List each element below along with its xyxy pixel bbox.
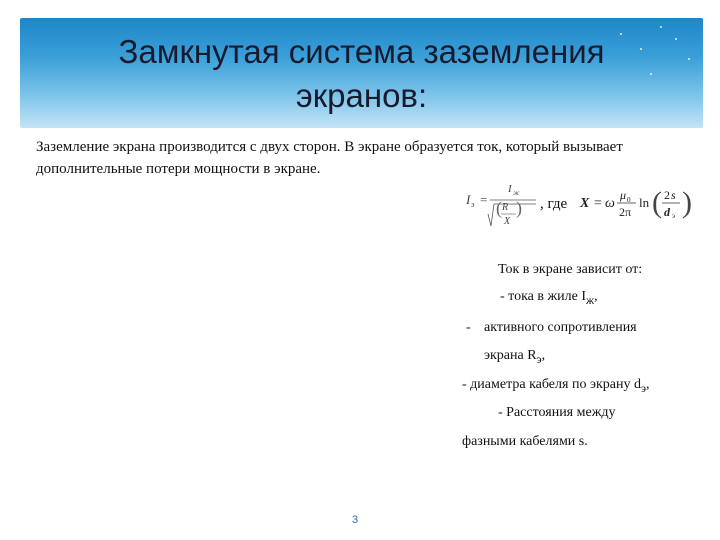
- svg-text:=: =: [480, 192, 488, 207]
- svg-text:э: э: [672, 212, 676, 220]
- sparkle-decoration: [660, 26, 662, 28]
- svg-text:2π: 2π: [619, 205, 632, 219]
- svg-text:0: 0: [627, 196, 631, 204]
- svg-text:ω: ω: [605, 196, 615, 211]
- svg-text:): ): [682, 186, 692, 219]
- text-line-5: - диаметра кабеля по экрану $d_э$,: [462, 377, 650, 395]
- svg-text:(: (: [496, 198, 502, 218]
- svg-text:R: R: [502, 202, 509, 213]
- svg-text:d: d: [664, 205, 670, 219]
- text-line-5-main: - диаметра кабеля по экрану d: [462, 377, 641, 392]
- svg-text:ж: ж: [513, 189, 520, 197]
- formula-where-text: , где: [540, 196, 568, 212]
- svg-text:I: I: [466, 192, 471, 207]
- svg-text:μ: μ: [620, 188, 627, 202]
- text-line-4-main: экрана R: [484, 348, 537, 363]
- text-line-2: - тока в жиле $I_ж$,: [500, 289, 598, 307]
- svg-text:(: (: [652, 186, 662, 219]
- text-line-1: Ток в экране зависит от:: [498, 262, 643, 277]
- svg-text:=: =: [594, 196, 602, 211]
- text-line-6: - Расстояния между: [498, 405, 616, 420]
- svg-text:X: X: [580, 196, 590, 211]
- svg-text:э: э: [471, 200, 475, 209]
- text-line-4: экрана $R_э$,: [484, 348, 546, 366]
- body-paragraph: Заземление экрана производится с двух сторон. В экране образуется ток, который вызывает дополнительные потери мощности в экране.: [36, 139, 623, 177]
- svg-text:ln: ln: [639, 195, 650, 210]
- formula-svg: [458, 178, 698, 250]
- formula-image: [458, 178, 698, 250]
- svg-text:s: s: [671, 188, 676, 202]
- svg-text:I: I: [508, 183, 512, 195]
- svg-text:X: X: [504, 216, 511, 227]
- title-line-1: Замкнутая система заземления: [118, 33, 605, 70]
- slide-title: [20, 30, 703, 118]
- subscript-e: э: [640, 381, 646, 395]
- svg-text:2: 2: [664, 188, 670, 202]
- text-line-7: фазными кабелями s.: [462, 434, 588, 449]
- page-number: 3: [352, 514, 359, 526]
- text-line-2-main: - тока в жиле I: [500, 289, 587, 304]
- text-line-3: активного сопротивления: [484, 320, 637, 335]
- subscript-zh: ж: [586, 293, 595, 307]
- title-line-2: экранов:: [295, 77, 428, 114]
- subscript-e: э: [536, 352, 542, 366]
- text-line-3-dash: -: [466, 320, 471, 335]
- svg-text:): ): [516, 198, 522, 218]
